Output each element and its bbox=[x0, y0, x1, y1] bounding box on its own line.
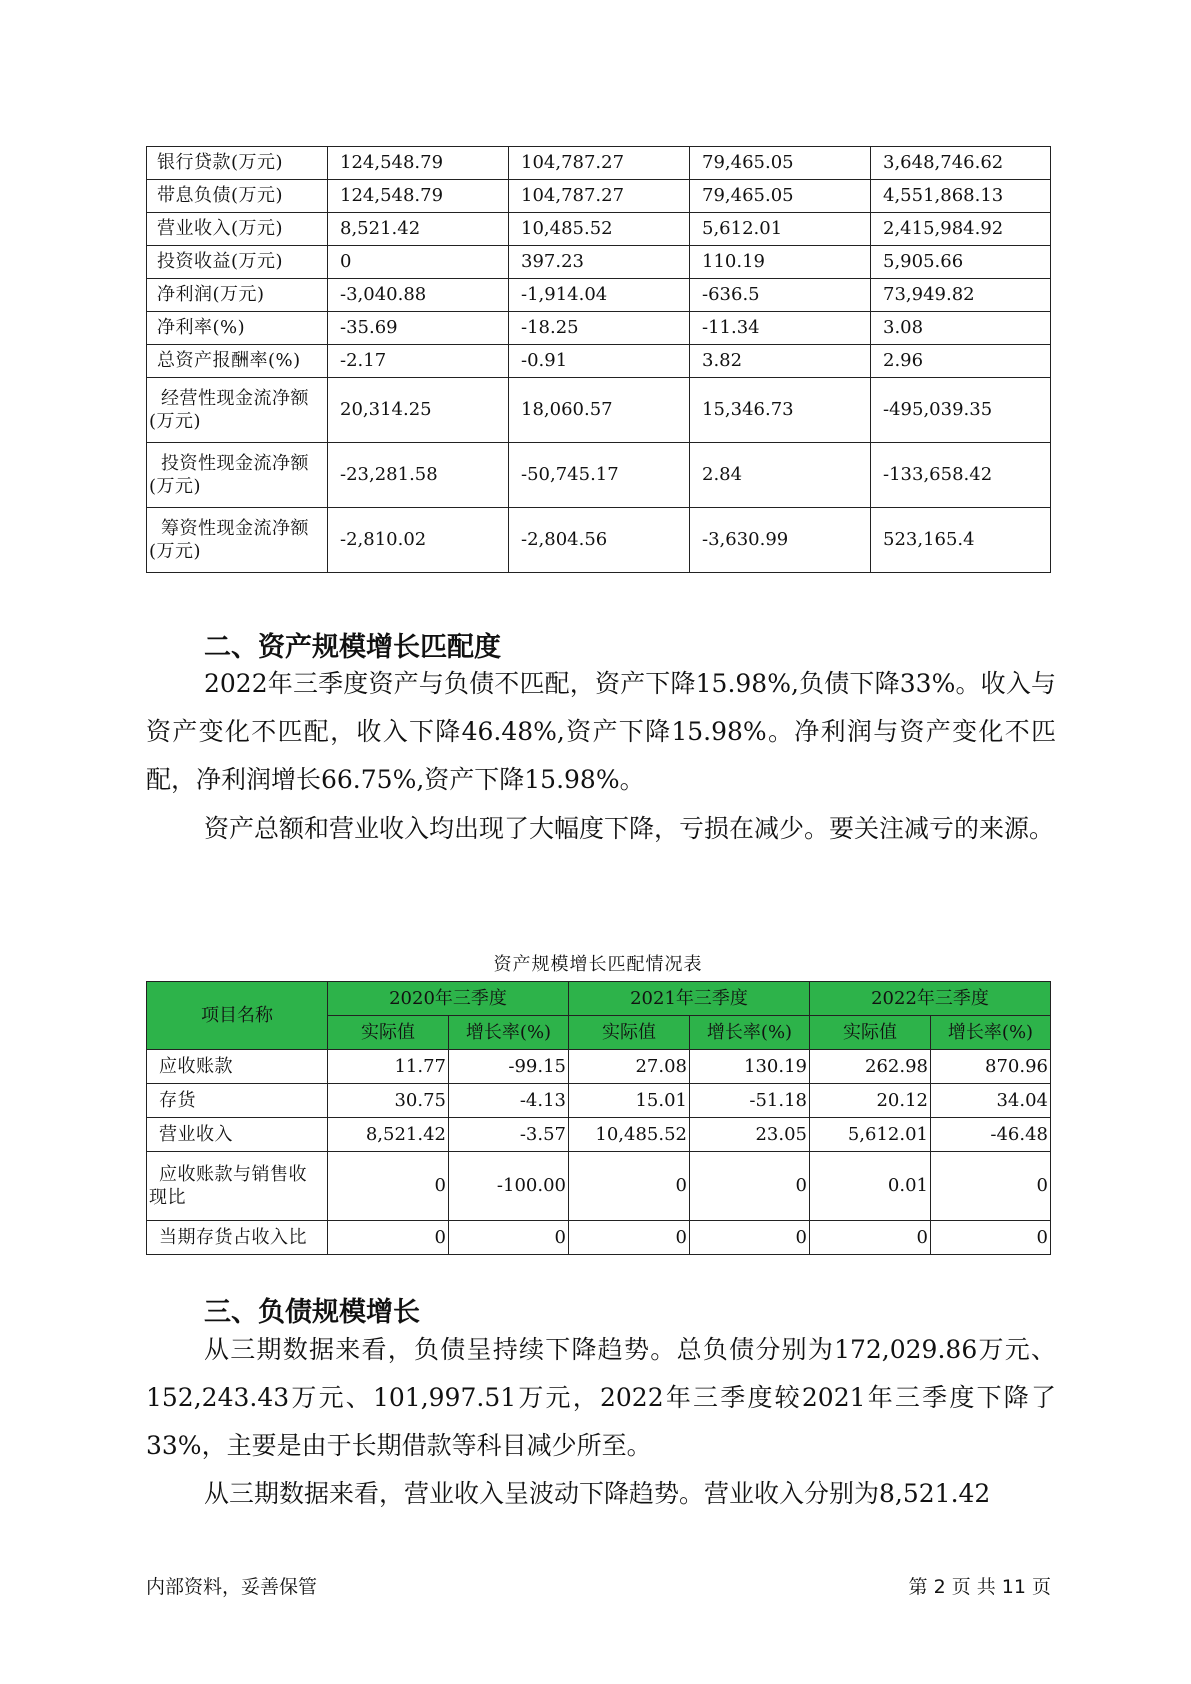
table-row bbox=[147, 279, 1051, 312]
cell-value: -133,658.42 bbox=[871, 443, 1051, 508]
cell-value: -50,745.17 bbox=[509, 443, 690, 508]
cell-actual-value: 0 bbox=[328, 1152, 449, 1221]
cell-value: 3.08 bbox=[871, 312, 1051, 345]
cell-value: 4,551,868.13 bbox=[871, 180, 1051, 213]
table-row bbox=[147, 312, 1051, 345]
row-label: 带息负债(万元) bbox=[147, 180, 328, 213]
cell-growth-rate: -46.48 bbox=[931, 1118, 1051, 1152]
footer-page-number: 第 2 页 共 11 页 bbox=[908, 1576, 1051, 1598]
row-label-line2: 现比 bbox=[149, 1187, 186, 1208]
row-label-line1: 投资性现金流净额 bbox=[161, 452, 309, 474]
header-period-2021: 2021年三季度 bbox=[569, 982, 810, 1016]
cell-actual-value: 5,612.01 bbox=[810, 1118, 931, 1152]
cell-value: 3,648,746.62 bbox=[871, 147, 1051, 180]
cell-value: -3,630.99 bbox=[690, 508, 871, 573]
row-label-line2: (万元) bbox=[149, 476, 202, 497]
cell-value: 10,485.52 bbox=[509, 213, 690, 246]
cell-actual-value: 262.98 bbox=[810, 1050, 931, 1084]
paragraph-asset-summary: 资产总额和营业收入均出现了大幅度下降，亏损在减少。要关注减亏的来源。 bbox=[204, 814, 1055, 843]
row-label bbox=[147, 1152, 328, 1221]
cell-value: 104,787.27 bbox=[509, 147, 690, 180]
cell-actual-value: 30.75 bbox=[328, 1084, 449, 1118]
cell-value: -2.17 bbox=[328, 345, 509, 378]
row-label: 净利率(%) bbox=[147, 312, 328, 345]
row-label: 投资收益(万元) bbox=[147, 246, 328, 279]
cell-actual-value: 27.08 bbox=[569, 1050, 690, 1084]
table-row bbox=[147, 345, 1051, 378]
cell-value: 2.96 bbox=[871, 345, 1051, 378]
paragraph-liability-trend: 从三期数据来看，负债呈持续下降趋势。总负债分别为172,029.86万元、152,243.43万元、101,997.51万元，2022年三季度较2021年三季度下降了33%，主要是由于长期借款等科目减少所至。 bbox=[146, 1335, 1056, 1460]
table-row bbox=[147, 508, 1051, 573]
cell-value: 0 bbox=[328, 246, 509, 279]
cell-value: 3.82 bbox=[690, 345, 871, 378]
cell-actual-value: 15.01 bbox=[569, 1084, 690, 1118]
header-item-name: 项目名称 bbox=[147, 982, 328, 1050]
row-label bbox=[147, 508, 328, 573]
header-actual-value: 实际值 bbox=[569, 1016, 690, 1050]
row-label: 当期存货占收入比 bbox=[147, 1221, 328, 1255]
row-label bbox=[147, 443, 328, 508]
cell-actual-value: 0.01 bbox=[810, 1152, 931, 1221]
row-label-line1: 筹资性现金流净额 bbox=[161, 517, 309, 539]
cell-actual-value: 0 bbox=[569, 1221, 690, 1255]
footer-confidential-note: 内部资料，妥善保管 bbox=[146, 1576, 318, 1598]
row-label-line2: (万元) bbox=[149, 541, 202, 562]
section-heading-asset-growth: 二、资产规模增长匹配度 bbox=[204, 632, 501, 663]
cell-actual-value: 0 bbox=[569, 1152, 690, 1221]
row-label: 营业收入 bbox=[147, 1118, 328, 1152]
cell-growth-rate: 34.04 bbox=[931, 1084, 1051, 1118]
cell-growth-rate: 870.96 bbox=[931, 1050, 1051, 1084]
cell-value: 15,346.73 bbox=[690, 378, 871, 443]
asset-growth-match-table bbox=[146, 981, 1051, 1255]
table-row bbox=[147, 378, 1051, 443]
cell-value: -1,914.04 bbox=[509, 279, 690, 312]
table-row bbox=[147, 1118, 1051, 1152]
header-actual-value: 实际值 bbox=[810, 1016, 931, 1050]
row-label-line1: 经营性现金流净额 bbox=[161, 387, 309, 409]
section-heading-liability-growth: 三、负债规模增长 bbox=[204, 1297, 420, 1328]
cell-growth-rate: 130.19 bbox=[690, 1050, 810, 1084]
cell-value: 73,949.82 bbox=[871, 279, 1051, 312]
cell-actual-value: 10,485.52 bbox=[569, 1118, 690, 1152]
cell-value: -0.91 bbox=[509, 345, 690, 378]
cell-growth-rate: -4.13 bbox=[449, 1084, 569, 1118]
row-label: 净利润(万元) bbox=[147, 279, 328, 312]
row-label-line1: 应收账款与销售收 bbox=[159, 1163, 307, 1185]
row-label-line2: (万元) bbox=[149, 411, 202, 432]
paragraph-revenue-trend: 从三期数据来看，营业收入呈波动下降趋势。营业收入分别为8,521.42 bbox=[204, 1479, 991, 1508]
cell-actual-value: 8,521.42 bbox=[328, 1118, 449, 1152]
row-label: 银行贷款(万元) bbox=[147, 147, 328, 180]
cell-value: -3,040.88 bbox=[328, 279, 509, 312]
cell-value: -495,039.35 bbox=[871, 378, 1051, 443]
cell-value: 79,465.05 bbox=[690, 147, 871, 180]
table-caption: 资产规模增长匹配情况表 bbox=[493, 954, 703, 975]
cell-value: 79,465.05 bbox=[690, 180, 871, 213]
row-label: 存货 bbox=[147, 1084, 328, 1118]
table-row bbox=[147, 1221, 1051, 1255]
cell-actual-value: 0 bbox=[328, 1221, 449, 1255]
row-label: 营业收入(万元) bbox=[147, 213, 328, 246]
table-row bbox=[147, 213, 1051, 246]
cell-value: 18,060.57 bbox=[509, 378, 690, 443]
cell-growth-rate: 0 bbox=[931, 1152, 1051, 1221]
cell-growth-rate: -100.00 bbox=[449, 1152, 569, 1221]
table-row bbox=[147, 1152, 1051, 1221]
cell-actual-value: 0 bbox=[810, 1221, 931, 1255]
cell-value: -11.34 bbox=[690, 312, 871, 345]
row-label: 应收账款 bbox=[147, 1050, 328, 1084]
header-period-2022: 2022年三季度 bbox=[810, 982, 1051, 1016]
cell-value: -636.5 bbox=[690, 279, 871, 312]
table-row bbox=[147, 1084, 1051, 1118]
cell-value: -2,804.56 bbox=[509, 508, 690, 573]
table-row bbox=[147, 147, 1051, 180]
table-row bbox=[147, 1050, 1051, 1084]
cell-value: 397.23 bbox=[509, 246, 690, 279]
cell-value: -23,281.58 bbox=[328, 443, 509, 508]
cell-value: 5,905.66 bbox=[871, 246, 1051, 279]
header-growth-rate: 增长率(%) bbox=[449, 1016, 569, 1050]
cell-growth-rate: -51.18 bbox=[690, 1084, 810, 1118]
row-label bbox=[147, 378, 328, 443]
paragraph-asset-mismatch: 2022年三季度资产与负债不匹配，资产下降15.98%,负债下降33%。收入与资产变化不匹配，收入下降46.48%,资产下降15.98%。净利润与资产变化不匹配，净利润增长66.75%,资产下降15.98%。 bbox=[146, 669, 1056, 794]
cell-growth-rate: 0 bbox=[931, 1221, 1051, 1255]
cell-value: -35.69 bbox=[328, 312, 509, 345]
cell-actual-value: 11.77 bbox=[328, 1050, 449, 1084]
cell-value: 2.84 bbox=[690, 443, 871, 508]
cell-actual-value: 20.12 bbox=[810, 1084, 931, 1118]
header-period-2020: 2020年三季度 bbox=[328, 982, 569, 1016]
table-row bbox=[147, 246, 1051, 279]
cell-growth-rate: 0 bbox=[690, 1152, 810, 1221]
header-actual-value: 实际值 bbox=[328, 1016, 449, 1050]
cell-value: 124,548.79 bbox=[328, 180, 509, 213]
cell-value: -2,810.02 bbox=[328, 508, 509, 573]
cell-growth-rate: 0 bbox=[449, 1221, 569, 1255]
cell-value: -18.25 bbox=[509, 312, 690, 345]
table-row bbox=[147, 180, 1051, 213]
row-label: 总资产报酬率(%) bbox=[147, 345, 328, 378]
cell-value: 104,787.27 bbox=[509, 180, 690, 213]
cell-value: 110.19 bbox=[690, 246, 871, 279]
cell-growth-rate: 23.05 bbox=[690, 1118, 810, 1152]
cell-value: 8,521.42 bbox=[328, 213, 509, 246]
header-growth-rate: 增长率(%) bbox=[931, 1016, 1051, 1050]
financial-indicators-table bbox=[146, 146, 1051, 573]
cell-value: 523,165.4 bbox=[871, 508, 1051, 573]
header-growth-rate: 增长率(%) bbox=[690, 1016, 810, 1050]
cell-growth-rate: 0 bbox=[690, 1221, 810, 1255]
cell-value: 2,415,984.92 bbox=[871, 213, 1051, 246]
table-row bbox=[147, 443, 1051, 508]
cell-value: 124,548.79 bbox=[328, 147, 509, 180]
cell-growth-rate: -3.57 bbox=[449, 1118, 569, 1152]
cell-value: 20,314.25 bbox=[328, 378, 509, 443]
cell-growth-rate: -99.15 bbox=[449, 1050, 569, 1084]
cell-value: 5,612.01 bbox=[690, 213, 871, 246]
